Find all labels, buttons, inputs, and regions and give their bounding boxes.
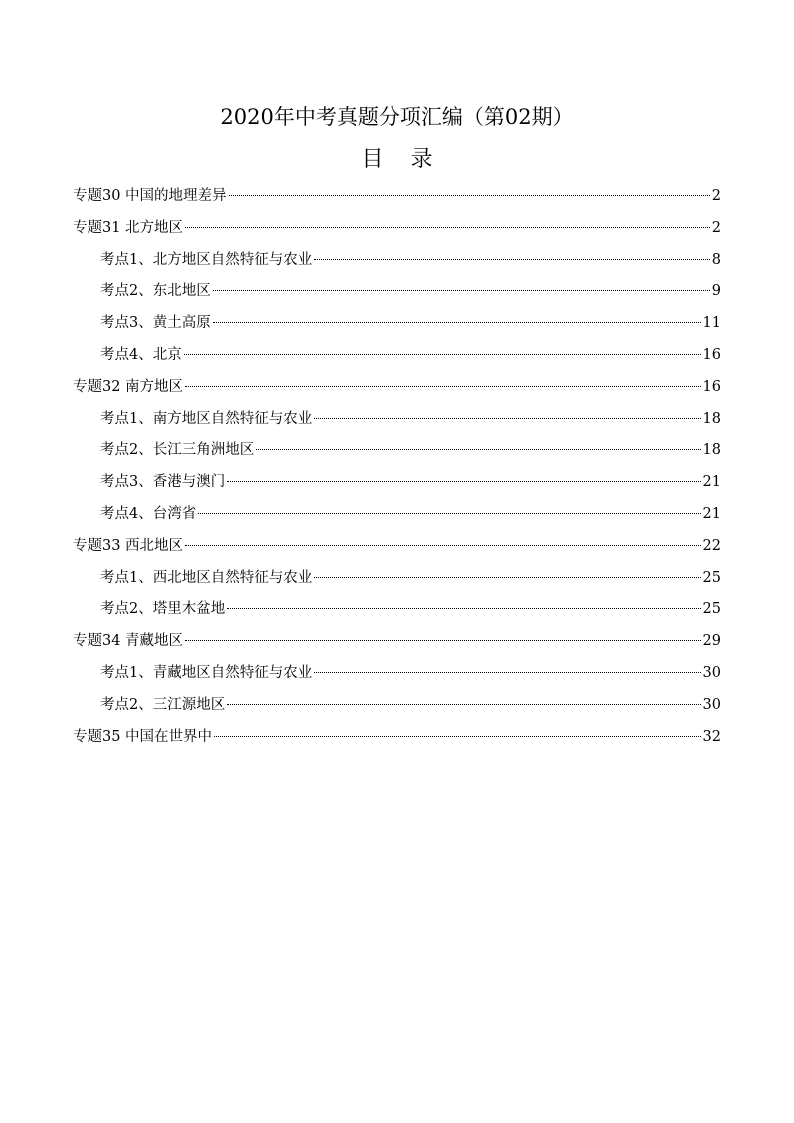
toc-leader-dots [227,704,700,705]
toc-leader-dots [314,259,710,260]
toc-entry-page: 21 [702,474,721,491]
toc-entry-label: 专题34 青藏地区 [73,633,184,650]
toc-entry-label: 考点4、北京 [100,346,182,363]
toc-entry-page: 29 [702,633,721,650]
toc-leader-dots [314,672,700,673]
toc-leader-dots [229,195,710,196]
toc-entry-page: 2 [711,188,721,204]
toc-entry-page: 32 [702,728,721,745]
toc-entry-label: 考点3、黄土高原 [100,315,211,332]
toc-entry[interactable] [73,658,721,690]
toc-leader-dots [214,736,700,737]
toc-leader-dots [227,608,700,609]
toc-entry[interactable] [73,563,721,595]
toc-entry[interactable] [73,308,721,340]
toc-entry-label: 考点1、西北地区自然特征与农业 [100,569,313,586]
toc-entry-page: 22 [702,537,721,554]
toc-entry[interactable] [73,213,721,245]
toc-entry[interactable] [73,372,721,404]
toc-leader-dots [198,513,700,514]
toc-entry-label: 考点2、东北地区 [100,283,211,300]
toc-leader-dots [314,577,700,578]
toc-entry[interactable] [73,690,721,722]
toc-entry-page: 16 [702,346,721,363]
toc-entry[interactable] [73,340,721,372]
toc-entry-page: 21 [702,505,721,522]
toc-heading: 目 录 [361,147,443,172]
toc-leader-dots [256,449,700,450]
toc-leader-dots [314,418,700,419]
toc-entry-page: 8 [711,251,721,268]
toc-entry-page: 9 [711,283,721,300]
toc-entry-label: 专题31 北方地区 [73,219,184,236]
toc-entry[interactable] [73,245,721,277]
toc-entry-page: 18 [702,442,721,459]
toc-leader-dots [185,227,710,228]
toc-entry[interactable] [73,467,721,499]
toc-leader-dots [227,481,700,482]
toc-entry[interactable] [73,404,721,436]
toc-entry-label: 考点1、北方地区自然特征与农业 [100,251,313,268]
toc-leader-dots [213,290,710,291]
toc-entry-page: 30 [702,664,721,681]
toc-entry-label: 专题33 西北地区 [73,537,184,554]
toc-entry[interactable] [73,435,721,467]
toc-entry-page: 2 [711,219,721,236]
toc-entry-label: 考点2、长江三角洲地区 [100,442,255,459]
toc-leader-dots [184,354,701,355]
toc-entry-page: 11 [702,315,721,332]
toc-entry-label: 考点4、台湾省 [100,505,197,522]
toc-entry[interactable] [73,531,721,563]
toc-entry-label: 考点1、青藏地区自然特征与农业 [100,664,313,681]
toc-entry-page: 18 [702,410,721,427]
toc-entry-page: 25 [702,569,721,586]
toc-entry[interactable] [73,181,721,213]
toc-entry-label: 专题32 南方地区 [73,378,184,395]
table-of-contents [73,181,721,753]
toc-entry-label: 考点2、三江源地区 [100,696,226,713]
toc-entry[interactable] [73,499,721,531]
toc-entry[interactable] [73,626,721,658]
toc-leader-dots [185,640,700,641]
toc-leader-dots [213,322,701,323]
page-title: 2020年中考真题分项汇编（第02期） [220,105,574,129]
toc-entry[interactable] [73,594,721,626]
toc-entry[interactable] [73,276,721,308]
toc-entry-label: 考点1、南方地区自然特征与农业 [100,410,313,427]
toc-entry[interactable] [73,722,721,754]
toc-entry-label: 考点2、塔里木盆地 [100,601,226,618]
toc-entry-page: 30 [702,696,721,713]
toc-leader-dots [185,386,700,387]
toc-entry-page: 25 [702,601,721,618]
toc-entry-label: 专题30 中国的地理差异 [73,188,227,204]
toc-entry-label: 专题35 中国在世界中 [73,728,213,745]
toc-leader-dots [185,545,700,546]
toc-entry-label: 考点3、香港与澳门 [100,474,226,491]
toc-entry-page: 16 [702,378,721,395]
